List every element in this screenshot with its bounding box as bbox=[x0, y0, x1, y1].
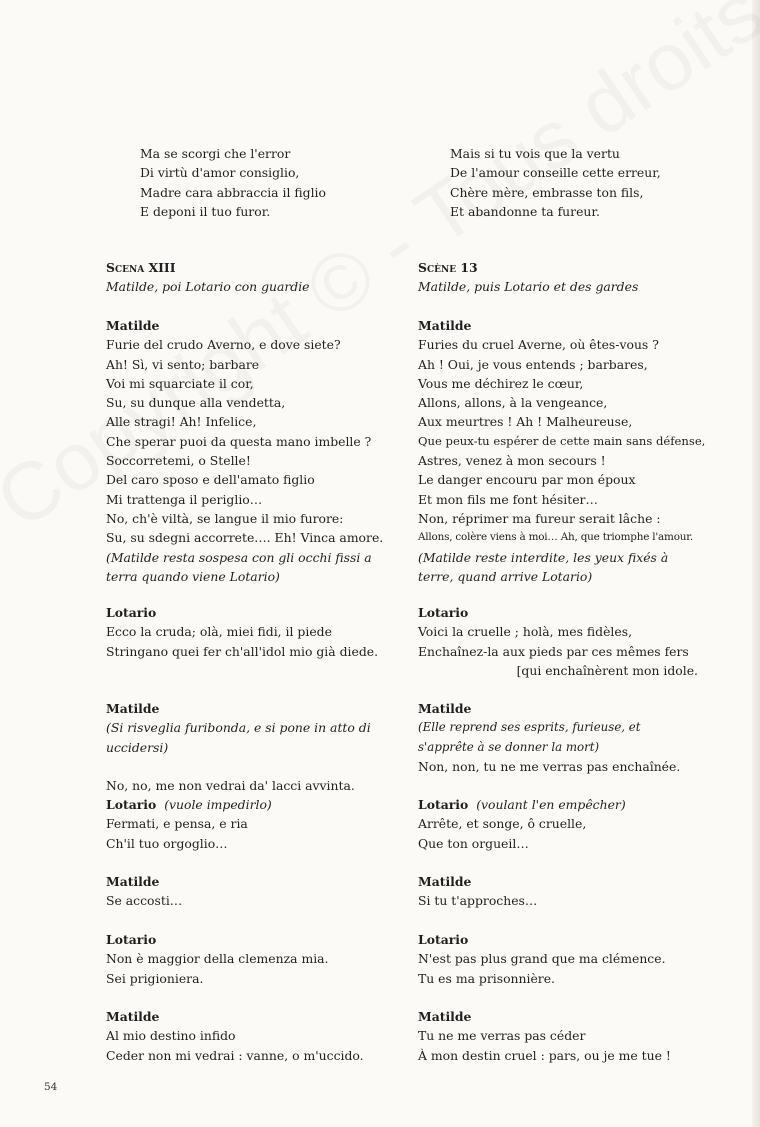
italian-speech-1 bbox=[106, 316, 406, 586]
italian-speech-2 bbox=[106, 603, 406, 661]
speaker-name: Matilde bbox=[418, 874, 472, 889]
verse-line: Astres, venez à mon secours ! bbox=[418, 453, 606, 469]
scene-title: Scène 13 bbox=[418, 260, 478, 275]
verse-line: Ceder non mi vedrai : vanne, o m'uccido. bbox=[106, 1047, 364, 1063]
verse-line: No, ch'è viltà, se langue il mio furore: bbox=[106, 510, 344, 526]
verse-line: Et mon fils me font hésiter… bbox=[418, 491, 598, 507]
verse-line: Ma se scorgi che l'error bbox=[140, 146, 291, 161]
stage-direction: (voulant l'en empêcher) bbox=[476, 797, 626, 812]
verse-line: À mon destin cruel : pars, ou je me tue ! bbox=[418, 1047, 671, 1063]
verse-line: Non, non, tu ne me verras pas enchaînée. bbox=[418, 758, 681, 774]
speaker-name: Matilde bbox=[418, 1009, 472, 1024]
verse-line: Allons, colère viens à moi… Ah, que triomphe l'amour. bbox=[418, 531, 693, 544]
italian-speech-5 bbox=[106, 872, 406, 911]
speaker-name: Lotario bbox=[106, 605, 157, 620]
verse-line: Non, réprimer ma fureur serait lâche : bbox=[418, 510, 661, 526]
verse-line: Alle stragi! Ah! Infelice, bbox=[106, 414, 257, 430]
french-opening-verse bbox=[450, 144, 750, 221]
italian-speech-3 bbox=[106, 699, 406, 795]
speaker-name: Matilde bbox=[106, 874, 160, 889]
speaker-name: Lotario bbox=[106, 932, 157, 947]
italian-scene-heading bbox=[106, 258, 406, 297]
verse-line: Allons, allons, à la vengeance, bbox=[418, 395, 608, 411]
speaker-name: Lotario bbox=[418, 932, 469, 947]
stage-direction: (vuole impedirlo) bbox=[164, 797, 272, 812]
stage-direction: (Si risveglia furibonda, e si pone in atto di uccidersi) bbox=[106, 720, 371, 755]
scene-direction: Matilde, poi Lotario con guardie bbox=[106, 279, 310, 295]
verse-line: Que ton orgueil… bbox=[418, 835, 529, 851]
french-scene-heading bbox=[418, 258, 718, 297]
verse-line: Ecco la cruda; olà, miei fidi, il piede bbox=[106, 624, 332, 640]
verse-line: Se accosti… bbox=[106, 893, 183, 909]
verse-line: Soccorretemi, o Stelle! bbox=[106, 453, 251, 469]
verse-line: Si tu t'approches… bbox=[418, 893, 538, 909]
italian-speech-4 bbox=[106, 795, 406, 853]
french-speech-6 bbox=[418, 930, 718, 988]
verse-line: Chère mère, embrasse ton fils, bbox=[450, 184, 644, 200]
verse-line: E deponi il tuo furor. bbox=[140, 203, 271, 219]
italian-opening-verse bbox=[140, 144, 440, 221]
verse-line: Ah! Sì, vi sento; barbare bbox=[106, 356, 260, 372]
verse-line: Vous me déchirez le cœur, bbox=[418, 375, 584, 391]
verse-line: N'est pas plus grand que ma clémence. bbox=[418, 951, 666, 967]
verse-line: Ch'il tuo orgoglio… bbox=[106, 835, 228, 851]
verse-line: Sei prigioniera. bbox=[106, 970, 204, 986]
verse-line: Tu ne me verras pas céder bbox=[418, 1028, 586, 1044]
speaker-name: Matilde bbox=[418, 701, 472, 716]
stage-direction: (Matilde reste interdite, les yeux fixés à terre, quand arrive Lotario) bbox=[418, 549, 669, 584]
speaker-name: Lotario bbox=[106, 797, 157, 812]
speaker-name: Matilde bbox=[418, 318, 472, 333]
italian-speech-6 bbox=[106, 930, 406, 988]
speaker-name: Matilde bbox=[106, 1009, 160, 1024]
verse-line: Non è maggior della clemenza mia. bbox=[106, 951, 329, 967]
french-speech-3 bbox=[418, 699, 718, 776]
stage-direction: (Elle reprend ses esprits, furieuse, et s'apprête à se donner la mort) bbox=[418, 720, 641, 754]
speaker-row bbox=[418, 795, 718, 814]
verse-line: Stringano quei fer ch'all'idol mio già diede. bbox=[106, 643, 379, 659]
verse-line: Mais si tu vois que la vertu bbox=[450, 146, 620, 161]
verse-line: Su, su dunque alla vendetta, bbox=[106, 395, 286, 411]
speaker-name: Lotario bbox=[418, 797, 469, 812]
verse-line: Che sperar puoi da questa mano imbelle ? bbox=[106, 433, 372, 449]
verse-line: Enchaînez-la aux pieds par ces mêmes fers bbox=[418, 643, 689, 659]
verse-line: Voici la cruelle ; holà, mes fidèles, bbox=[418, 624, 633, 640]
verse-line: Aux meurtres ! Ah ! Malheureuse, bbox=[418, 414, 633, 430]
verse-line: Furies du cruel Averne, où êtes-vous ? bbox=[418, 337, 659, 353]
verse-line: Le danger encouru par mon époux bbox=[418, 472, 636, 488]
speaker-row bbox=[106, 795, 406, 814]
verse-line: Fermati, e pensa, e ria bbox=[106, 816, 248, 832]
verse-line: Furie del crudo Averno, e dove siete? bbox=[106, 337, 341, 353]
verse-line: Del caro sposo e dell'amato figlio bbox=[106, 472, 315, 488]
verse-line: Su, su sdegni accorrete…. Eh! Vinca amore. bbox=[106, 530, 384, 546]
verse-continuation: [qui enchaînèrent mon idole. bbox=[516, 662, 698, 678]
verse-line: No, no, me non vedrai da' lacci avvinta. bbox=[106, 777, 355, 793]
verse-line: Madre cara abbraccia il figlio bbox=[140, 184, 326, 200]
verse-line: Que peux-tu espérer de cette main sans défense, bbox=[418, 433, 706, 448]
verse-line: De l'amour conseille cette erreur, bbox=[450, 165, 661, 181]
page-edge bbox=[752, 0, 760, 1127]
verse-line: Ah ! Oui, je vous entends ; barbares, bbox=[418, 356, 648, 372]
scene-direction: Matilde, puis Lotario et des gardes bbox=[418, 279, 639, 295]
verse-line: Mi trattenga il periglio… bbox=[106, 491, 263, 507]
verse-line: Tu es ma prisonnière. bbox=[418, 970, 555, 986]
french-speech-4 bbox=[418, 795, 718, 853]
verse-line: Arrête, et songe, ô cruelle, bbox=[418, 816, 587, 832]
verse-line: Di virtù d'amor consiglio, bbox=[140, 165, 300, 181]
french-speech-7 bbox=[418, 1007, 718, 1065]
verse-line: Voi mi squarciate il cor, bbox=[106, 375, 254, 391]
speaker-name: Matilde bbox=[106, 318, 160, 333]
speaker-name: Matilde bbox=[106, 701, 160, 716]
speaker-name: Lotario bbox=[418, 605, 469, 620]
page-number: 54 bbox=[44, 1081, 58, 1093]
scene-title: Scena XIII bbox=[106, 260, 176, 275]
stage-direction: (Matilde resta sospesa con gli occhi fissi a terra quando viene Lotario) bbox=[106, 549, 372, 584]
verse-line: Et abandonne ta fureur. bbox=[450, 203, 600, 219]
french-speech-2 bbox=[418, 603, 718, 680]
french-speech-5 bbox=[418, 872, 718, 911]
italian-speech-7 bbox=[106, 1007, 406, 1065]
french-speech-1 bbox=[418, 316, 718, 586]
verse-line: Al mio destino infido bbox=[106, 1028, 236, 1044]
